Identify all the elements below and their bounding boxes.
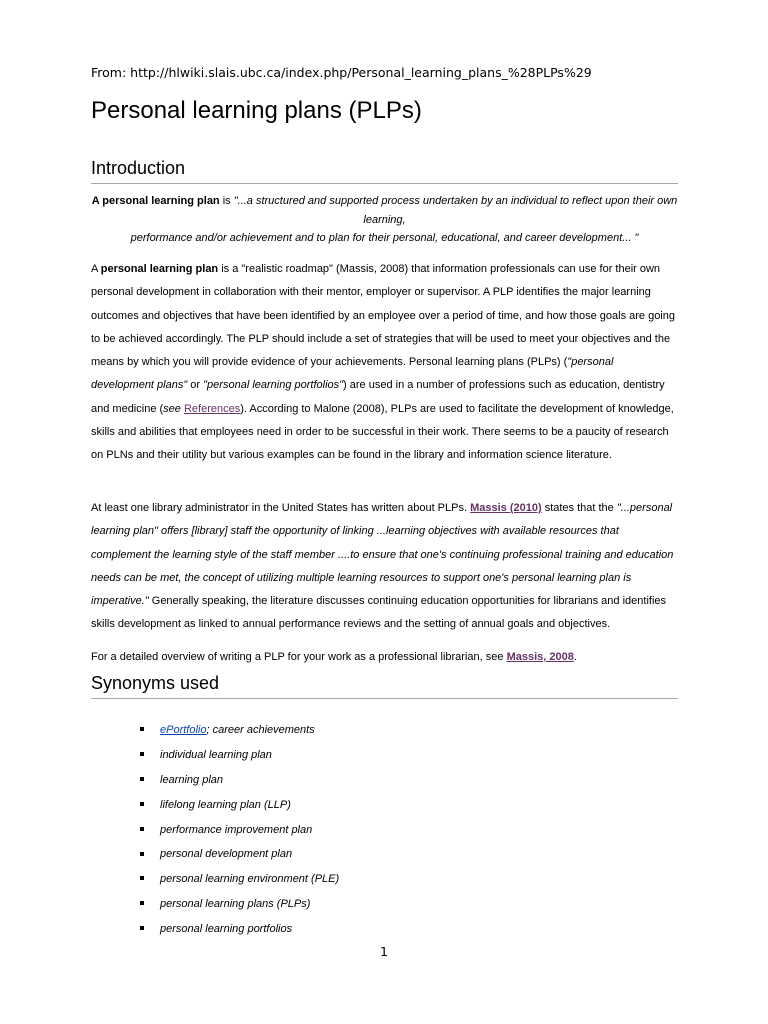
list-item-text: lifelong learning plan (LLP): [160, 798, 291, 811]
list-item-text: performance improvement plan: [160, 823, 313, 836]
p2-italic-quote: "...personal learning plan" offers [library] staff the opportunity of linking ...learning objectives with available resources that complement the learning style of the staff member ....to ensure that one's continuing professional training and education needs can be met, the concept of utilizing multiple learning resources to support one's personal learning plan is imperative.": [91, 502, 674, 608]
eportfolio-link[interactable]: ePortfolio: [160, 724, 207, 736]
bullet-icon: [140, 777, 144, 781]
list-item: [140, 892, 339, 917]
list-item-text: personal learning environment (PLE): [160, 873, 340, 886]
page-title: Personal learning plans (PLPs): [91, 97, 422, 124]
synonyms-list: [140, 718, 339, 942]
bullet-icon: [140, 926, 144, 930]
massis-2010-link[interactable]: Massis (2010): [470, 502, 542, 514]
p1-text-b: is a "realistic roadmap" (Massis, 2008) that information professionals can use for their own personal development in collaboration with their mentor, employer or supervisor. A PLP identifies the major learning outcomes and objectives that have been identified by an employee over a period of time, and how those goals are going to be achieved accordingly. The PLP should include a set of strategies that will be used to meet your objectives and the means by which you will provide evidence of your achievements. Personal learning plans (PLPs) (: [91, 263, 675, 369]
intro-paragraph-3: [91, 646, 678, 669]
quote-line-1: "...a structured and supported process undertaken by an individual to reflect upon their own learning,: [233, 195, 678, 226]
list-item-text: personal learning plans (PLPs): [160, 898, 311, 911]
p1-italic-2: "personal learning portfolios": [203, 379, 344, 392]
quote-line-2: performance and/or achievement and to plan for their personal, educational, and career development... ": [130, 232, 639, 244]
intro-paragraph-2: [91, 497, 678, 637]
list-item: [140, 743, 339, 768]
list-item: [140, 818, 339, 843]
list-item: [140, 917, 339, 942]
p1-text-d: ) are used in a number of professions such as education, dentistry and medicine (: [91, 379, 665, 415]
source-url: From: http://hlwiki.slais.ubc.ca/index.php/Personal_learning_plans_%28PLPs%29: [91, 65, 592, 80]
list-item: [140, 793, 339, 818]
bullet-icon: [140, 852, 144, 856]
p2-text-c: Generally speaking, the literature discusses continuing education opportunities for librarians and identifies skills development as linked to annual performance reviews and the setting of annual goals and objectives.: [91, 595, 667, 631]
p1-text-e: ). According to Malone (2008), PLPs are used to facilitate the development of knowledge, skills and abilities that employees need in order to be successful in their work. There seems to be a paucity of research on PLNs and their utility but various examples can be found in the library and information science literature.: [91, 402, 674, 462]
list-item-text: ; career achievements: [206, 724, 315, 736]
list-item-text: personal development plan: [160, 848, 293, 861]
list-item: [140, 842, 339, 867]
p1-text-c: or: [187, 379, 204, 392]
list-item: [140, 867, 339, 892]
list-item: [140, 718, 339, 743]
list-item: [140, 768, 339, 793]
p1-see: see: [163, 402, 181, 415]
bullet-icon: [140, 876, 144, 880]
bullet-icon: [140, 802, 144, 806]
bullet-icon: [140, 827, 144, 831]
page-number: 1: [380, 944, 388, 959]
introduction-heading: Introduction: [91, 157, 678, 184]
references-link[interactable]: References: [183, 402, 241, 415]
quote-is: is: [219, 195, 234, 207]
p1-text-a: A: [91, 263, 101, 275]
bullet-icon: [140, 752, 144, 756]
p1-italic-1: "personal development plans": [91, 356, 614, 392]
massis-2008-link[interactable]: Massis, 2008: [506, 651, 574, 663]
p3-text-a: For a detailed overview of writing a PLP for your work as a professional librarian, see: [91, 651, 507, 663]
bullet-icon: [140, 727, 144, 731]
p2-text-b: states that the: [541, 502, 617, 514]
synonyms-heading: Synonyms used: [91, 672, 678, 699]
intro-paragraph-1: [91, 258, 678, 468]
list-item-text: personal learning portfolios: [160, 923, 293, 936]
p3-text-b: .: [573, 651, 577, 663]
list-item-text: learning plan: [160, 773, 223, 786]
quote-bold-term: A personal learning plan: [91, 195, 220, 207]
bullet-icon: [140, 901, 144, 905]
intro-quote: [91, 192, 678, 248]
p2-text-a: At least one library administrator in the United States has written about PLPs.: [91, 502, 471, 514]
p1-bold-term: personal learning plan: [100, 263, 219, 275]
list-item-text: individual learning plan: [160, 748, 272, 761]
